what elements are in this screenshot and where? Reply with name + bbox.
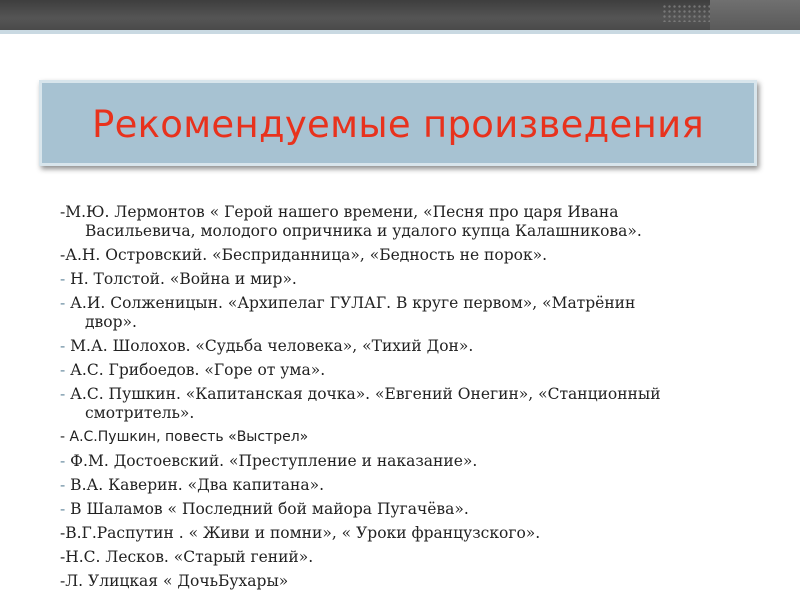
item-bullet: - bbox=[60, 476, 66, 494]
item-text: -Н.С. Лесков. «Старый гений». bbox=[60, 548, 314, 566]
item-text: -А.Н. Островский. «Бесприданница», «Бедность не порок». bbox=[60, 246, 548, 264]
title-box bbox=[39, 80, 757, 166]
item-text-continued: смотритель». bbox=[85, 404, 195, 422]
item-text: А.С. Грибоедов. «Горе от ума». bbox=[65, 361, 326, 379]
item-bullet: - bbox=[60, 361, 66, 379]
item-text: - А.С.Пушкин, повесть «Выстрел» bbox=[60, 429, 309, 445]
accent-strip bbox=[0, 30, 800, 34]
page-title: Рекомендуемые произведения bbox=[91, 103, 705, 146]
list-item bbox=[60, 452, 760, 471]
list-item bbox=[60, 428, 760, 447]
list-item bbox=[60, 548, 760, 567]
list-item bbox=[60, 246, 760, 265]
item-text-continued: Васильевича, молодого опричника и удалого купца Калашникова». bbox=[85, 222, 642, 240]
item-bullet: - bbox=[60, 500, 66, 518]
list-item bbox=[60, 500, 760, 519]
item-bullet: - bbox=[60, 270, 66, 288]
list-item bbox=[60, 203, 760, 241]
header-bar bbox=[0, 0, 800, 30]
item-text: -Л. Улицкая « ДочьБухары» bbox=[60, 572, 289, 590]
item-text: -М.Ю. Лермонтов « Герой нашего времени, «Песня про царя Ивана bbox=[60, 203, 619, 221]
item-text: А.С. Пушкин. «Капитанская дочка». «Евгений Онегин», «Станционный bbox=[65, 385, 661, 403]
item-bullet: - bbox=[60, 337, 66, 355]
works-list bbox=[60, 203, 760, 596]
item-text: В.А. Каверин. «Два капитана». bbox=[65, 476, 325, 494]
item-bullet: - bbox=[60, 385, 66, 403]
list-item bbox=[60, 270, 760, 289]
item-text: Ф.М. Достоевский. «Преступление и наказание». bbox=[65, 452, 478, 470]
list-item bbox=[60, 572, 760, 591]
item-text: Н. Толстой. «Война и мир». bbox=[65, 270, 297, 288]
list-item bbox=[60, 337, 760, 356]
header-bar-corner bbox=[710, 0, 800, 30]
list-item bbox=[60, 294, 760, 332]
item-text-continued: двор». bbox=[85, 313, 137, 331]
list-item bbox=[60, 524, 760, 543]
item-bullet: - bbox=[60, 294, 66, 312]
item-text: В Шаламов « Последний бой майора Пугачёва». bbox=[65, 500, 469, 518]
list-item bbox=[60, 385, 760, 423]
list-item bbox=[60, 361, 760, 380]
item-text: А.И. Солженицын. «Архипелаг ГУЛАГ. В круге первом», «Матрёнин bbox=[65, 294, 636, 312]
item-bullet: - bbox=[60, 452, 66, 470]
item-text: -В.Г.Распутин . « Живи и помни», « Уроки французского». bbox=[60, 524, 541, 542]
list-item bbox=[60, 476, 760, 495]
item-text: М.А. Шолохов. «Судьба человека», «Тихий Дон». bbox=[65, 337, 474, 355]
